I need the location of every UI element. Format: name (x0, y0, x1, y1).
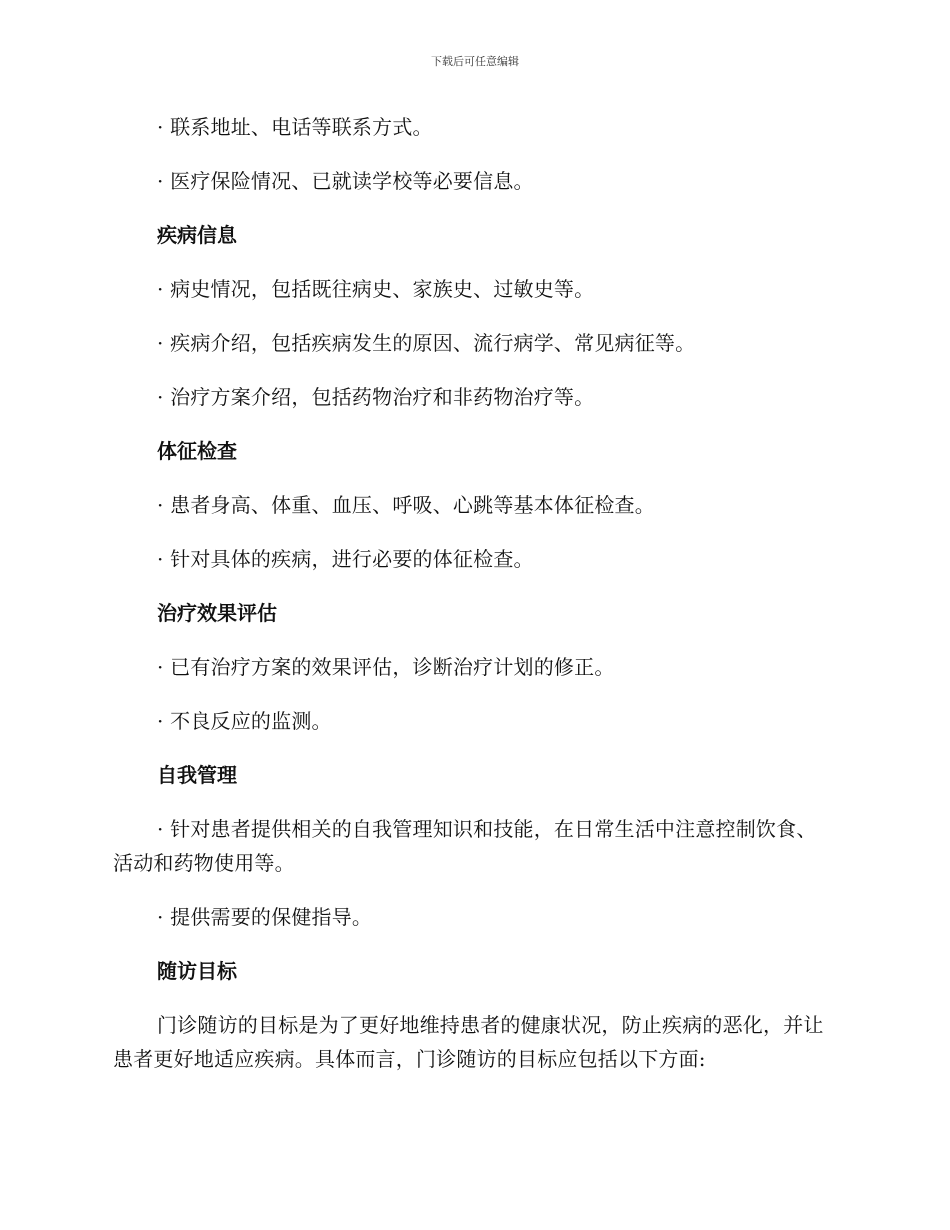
section-heading-physical-exam: 体征检查 (157, 439, 237, 463)
paragraph-effect-evaluation: · 已有治疗方案的效果评估，诊断治疗计划的修正。 (157, 655, 615, 679)
paragraph-adverse-reactions: · 不良反应的监测。 (157, 709, 332, 733)
paragraph-history: · 病史情况，包括既往病史、家族史、过敏史等。 (157, 277, 595, 301)
paragraph-specific-exam: · 针对具体的疾病，进行必要的体征检查。 (157, 547, 534, 571)
paragraph-basic-signs: · 患者身高、体重、血压、呼吸、心跳等基本体征检查。 (157, 493, 655, 517)
paragraph-follow-up-goals: 门诊随访的目标是为了更好地维持患者的健康状况，防止疾病的恶化，并让患者更好地适应疾病。具体而言，门诊随访的目标应包括以下方面: (113, 1013, 824, 1071)
section-heading-disease-info: 疾病信息 (157, 223, 237, 247)
section-heading-treatment-evaluation: 治疗效果评估 (157, 601, 277, 625)
paragraph-treatment-plan: · 治疗方案介绍，包括药物治疗和非药物治疗等。 (157, 385, 595, 409)
paragraph-insurance: · 医疗保险情况、已就读学校等必要信息。 (157, 169, 534, 193)
section-heading-follow-up-goals: 随访目标 (157, 959, 237, 983)
paragraph-contact: · 联系地址、电话等联系方式。 (157, 115, 433, 139)
section-heading-self-management: 自我管理 (157, 763, 237, 787)
document-body (113, 110, 828, 1096)
paragraph-self-management-skills: · 针对患者提供相关的自我管理知识和技能，在日常生活中注意控制饮食、活动和药物使用等。 (113, 817, 817, 875)
paragraph-health-guidance: · 提供需要的保健指导。 (157, 905, 373, 929)
page-header: 下载后可任意编辑 (431, 55, 519, 68)
paragraph-disease-intro: · 疾病介绍，包括疾病发生的原因、流行病学、常见病征等。 (157, 331, 696, 355)
